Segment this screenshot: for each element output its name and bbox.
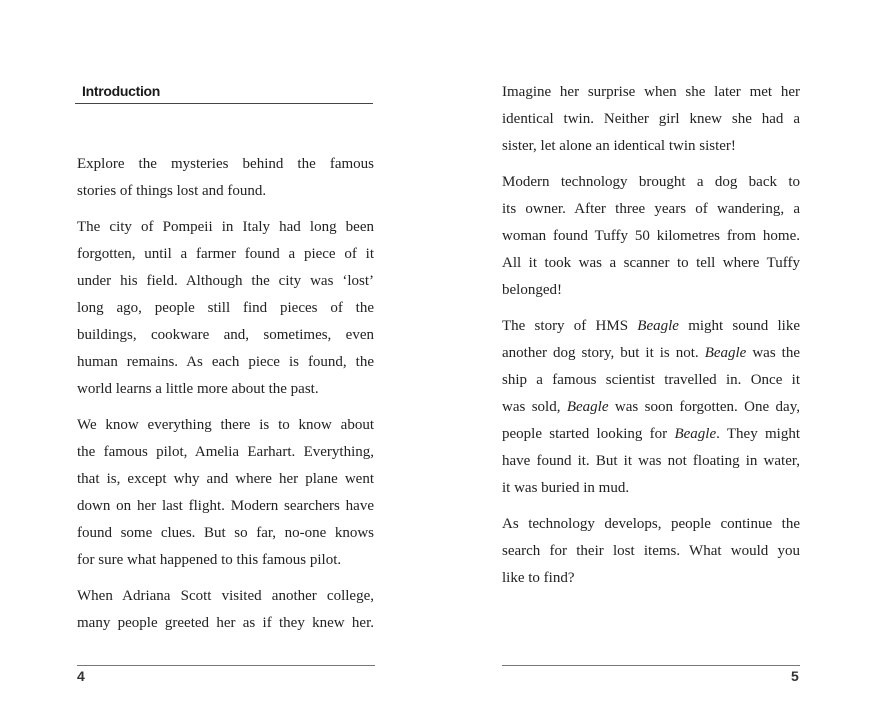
text-line: woman found Tuffy 50 kilometres from home. [502, 228, 800, 244]
text-run: was soon forgotten. One day, [608, 399, 800, 415]
text-line: its owner. After three years of wandering, a [502, 201, 800, 217]
text-line: human remains. As each piece is found, the [77, 354, 374, 370]
text-run: . They might [716, 426, 800, 442]
text-line: stories of things lost and found. [77, 183, 267, 199]
text-line: forgotten, until a farmer found a piece of it [77, 246, 374, 262]
section-heading: Introduction [82, 83, 161, 99]
text-run: might sound like [678, 318, 801, 334]
text-line: like to find? [502, 570, 575, 586]
text-run: The story of HMS [502, 318, 638, 334]
text-line: buildings, cookware and, sometimes, even [77, 327, 374, 343]
text-line [502, 394, 800, 421]
text-run: people started looking for [502, 426, 675, 442]
text-line: found some clues. But so far, no-one knows [77, 525, 374, 541]
text-line: world learns a little more about the past. [77, 381, 319, 397]
text-line [502, 421, 800, 448]
paragraph-conclusion [502, 511, 800, 592]
text-line [502, 313, 800, 340]
text-line: The city of Pompeii in Italy had long been [77, 219, 374, 235]
paragraph-intro [77, 151, 374, 205]
right-page [435, 0, 870, 714]
text-line: many people greeted her as if they knew her. [77, 615, 374, 631]
text-run: was sold, [502, 399, 567, 415]
text-line: As technology develops, people continue the [502, 516, 800, 532]
text-line: it was buried in mud. [502, 480, 630, 496]
text-line: All it took was a scanner to tell where Tuffy [502, 255, 800, 271]
text-line: for sure what happened to this famous pilot. [77, 552, 342, 568]
text-line: belonged! [502, 282, 562, 298]
right-page-body [502, 79, 800, 601]
text-line: search for their lost items. What would you [502, 543, 800, 559]
ship-name: Beagle [674, 426, 717, 442]
paragraph-earhart [77, 412, 374, 574]
text-line: the famous pilot, Amelia Earhart. Everything, [77, 444, 374, 460]
text-run: was the [746, 345, 800, 361]
text-line: Explore the mysteries behind the famous [77, 156, 374, 172]
footer-rule [77, 665, 375, 666]
text-line: down on her last flight. Modern searchers have [77, 498, 374, 514]
paragraph-pompeii [77, 214, 374, 403]
text-line [502, 340, 800, 367]
text-line: When Adriana Scott visited another college, [77, 588, 374, 604]
ship-name: Beagle [704, 345, 747, 361]
text-run: another dog story, but it is not. [502, 345, 705, 361]
paragraph-twin [502, 79, 800, 160]
text-line: Imagine her surprise when she later met her [502, 84, 800, 100]
page-number: 5 [791, 668, 799, 684]
text-line: identical twin. Neither girl knew she had a [502, 111, 800, 127]
text-line: under his field. Although the city was ‘lost’ [77, 273, 374, 289]
ship-name: Beagle [637, 318, 679, 334]
text-line: long ago, people still find pieces of the [77, 300, 374, 316]
text-line: sister, let alone an identical twin sister! [502, 138, 736, 154]
text-line: Modern technology brought a dog back to [502, 174, 800, 190]
ship-name: Beagle [566, 399, 609, 415]
paragraph-tuffy [502, 169, 800, 304]
page-number: 4 [77, 668, 85, 684]
text-line: We know everything there is to know about [77, 417, 374, 433]
footer-rule [502, 665, 800, 666]
paragraph-adriana [77, 583, 374, 637]
text-line: that is, except why and where her plane went [77, 471, 374, 487]
heading-underline [75, 103, 373, 104]
text-line: have found it. But it was not floating in water, [502, 453, 800, 469]
text-line: ship a famous scientist travelled in. Once it [502, 372, 800, 388]
paragraph-beagle [502, 313, 800, 502]
left-page-body [77, 151, 374, 646]
